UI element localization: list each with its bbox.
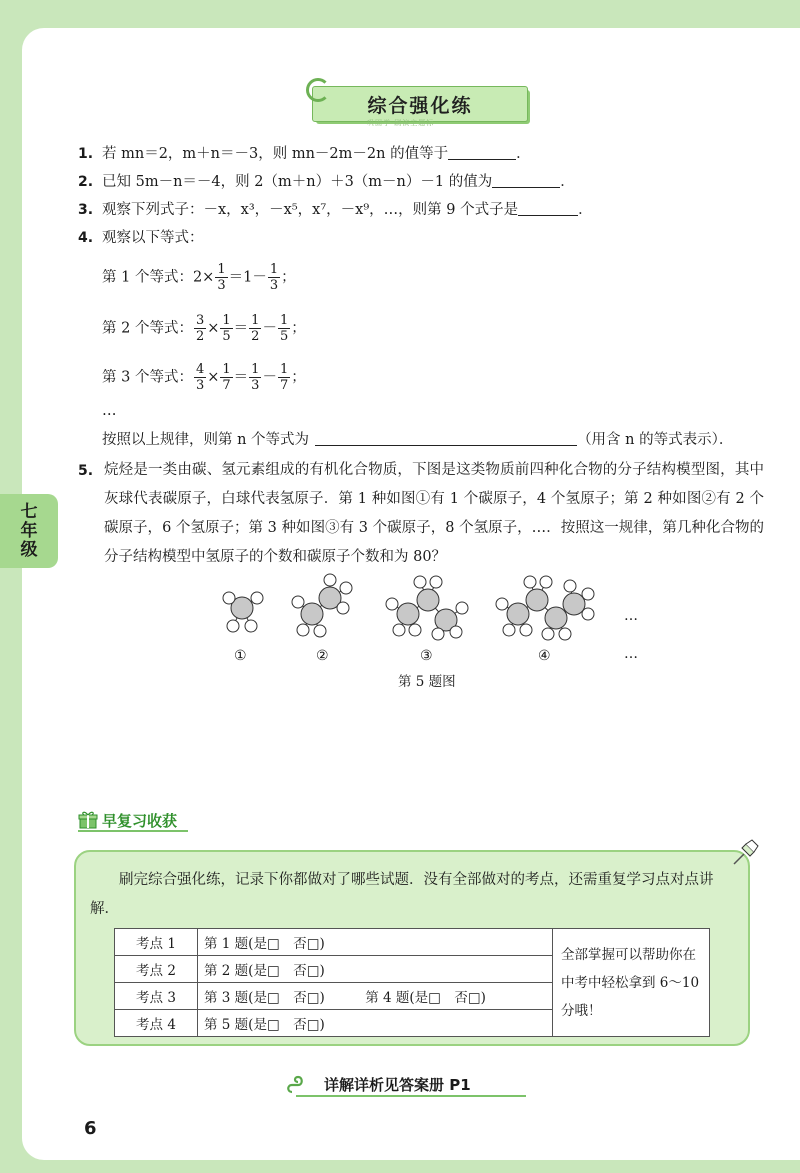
operator: － <box>262 320 277 337</box>
denominator: 2 <box>251 329 260 344</box>
question-end: ． <box>516 146 531 162</box>
numerator: 1 <box>269 262 279 277</box>
grade-tab <box>0 494 58 568</box>
hydrogen-atom <box>503 624 515 636</box>
hydrogen-atom <box>496 598 508 610</box>
denominator: 3 <box>217 278 226 293</box>
point-cell: 考点 1 <box>115 929 198 956</box>
numerator: 1 <box>217 262 226 277</box>
question-number: 1. <box>78 146 94 162</box>
molecule-2 <box>292 574 352 637</box>
items-cell: 第 1 题(是□ 否□) <box>198 929 553 956</box>
hydrogen-atom <box>324 574 336 586</box>
fraction <box>278 313 290 344</box>
operator: ＝ <box>233 320 249 337</box>
equation-label: 第 1 个等式：2× <box>102 269 215 286</box>
operator: ； <box>291 369 306 386</box>
numerator: 1 <box>222 313 231 328</box>
figure-label: ① <box>234 648 247 664</box>
numerator: 1 <box>279 313 289 328</box>
figure-caption: 第 5 题图 <box>398 674 456 690</box>
hydrogen-atom <box>520 624 532 636</box>
question-2 <box>102 171 575 193</box>
answer-blank <box>492 173 560 188</box>
operator: ； <box>291 320 306 337</box>
review-box <box>74 850 750 1046</box>
denominator: 2 <box>195 329 205 344</box>
denominator: 3 <box>195 378 205 393</box>
grade-tab-char: 年 <box>20 520 38 541</box>
clip-icon <box>286 1074 304 1094</box>
numerator: 1 <box>279 362 289 377</box>
heading-underline <box>78 830 188 832</box>
question-text: （用含 n 的等式表示）． <box>577 432 734 448</box>
hydrogen-atom <box>450 626 462 638</box>
equation-label: 第 2 个等式： <box>102 320 193 337</box>
page-number: 6 <box>84 1118 97 1139</box>
operator: × <box>207 369 220 386</box>
table-row <box>115 929 710 956</box>
curl-decoration-icon <box>306 78 330 102</box>
numerator: 1 <box>251 313 260 328</box>
denominator: 7 <box>279 378 289 393</box>
review-table <box>114 928 710 1037</box>
hydrogen-atom <box>414 576 426 588</box>
hydrogen-atom <box>393 624 405 636</box>
hydrogen-atom <box>456 602 468 614</box>
review-heading-text: 早复习收获 <box>102 812 178 830</box>
question-end: ． <box>560 174 575 190</box>
equation-part: ； <box>281 269 296 286</box>
answer-reference-text: 详解详析见答案册 P1 <box>324 1076 471 1094</box>
hydrogen-atom <box>564 580 576 592</box>
molecule-figure <box>200 568 660 644</box>
hydrogen-atom <box>314 625 326 637</box>
hydrogen-atom <box>223 592 235 604</box>
fraction <box>220 313 232 344</box>
question-number: 5. <box>78 463 94 479</box>
fraction <box>220 362 232 393</box>
point-cell: 考点 2 <box>115 956 198 983</box>
denominator: 3 <box>269 278 279 293</box>
question-1 <box>102 143 531 165</box>
equation-part: ＝1－ <box>228 269 267 286</box>
equation-3 <box>102 362 306 393</box>
hydrogen-atom <box>542 628 554 640</box>
hydrogen-atom <box>340 582 352 594</box>
molecule-4 <box>496 576 594 640</box>
numerator: 3 <box>195 313 205 328</box>
answer-blank <box>518 201 578 216</box>
equation-2 <box>102 313 306 344</box>
fraction <box>215 262 227 293</box>
figure-label: ③ <box>420 648 433 664</box>
hydrogen-atom <box>430 576 442 588</box>
items-cell: 第 3 题(是□ 否□) 第 4 题(是□ 否□) <box>198 983 553 1010</box>
section-title-banner <box>312 86 526 120</box>
hydrogen-atom <box>582 608 594 620</box>
answer-blank <box>448 145 516 160</box>
equation-label: 第 3 个等式： <box>102 369 193 386</box>
hydrogen-atom <box>582 588 594 600</box>
operator: × <box>207 320 220 337</box>
question-text: 已知 5m－n＝－4，则 2（m＋n）＋3（m－n）－1 的值为 <box>102 174 493 190</box>
answer-reference <box>286 1074 526 1096</box>
fraction <box>194 362 206 393</box>
question-3 <box>102 199 593 221</box>
hydrogen-atom <box>409 624 421 636</box>
question-text: 观察下列式子：－x，x³，－x⁵，x⁷，－x⁹，…，则第 9 个式子是 <box>102 202 519 218</box>
figure-ellipsis: … <box>624 646 638 662</box>
figure-label: ④ <box>538 648 551 664</box>
fraction <box>194 313 206 344</box>
hydrogen-atom <box>559 628 571 640</box>
gift-icon <box>78 810 98 830</box>
numerator: 1 <box>222 362 231 377</box>
question-4-intro: 观察以下等式： <box>102 230 204 246</box>
figure-ellipsis: … <box>624 608 638 624</box>
fraction <box>249 313 261 344</box>
answer-blank <box>315 431 577 446</box>
denominator: 5 <box>279 329 289 344</box>
carbon-atom <box>417 589 439 611</box>
hydrogen-atom <box>227 620 239 632</box>
numerator: 1 <box>251 362 260 377</box>
hydrogen-atom <box>524 576 536 588</box>
operator: ＝ <box>233 369 249 386</box>
denominator: 5 <box>222 329 231 344</box>
carbon-atom <box>563 593 585 615</box>
pushpin-icon <box>730 838 760 868</box>
molecule-3 <box>386 576 468 640</box>
molecule-1 <box>223 592 263 632</box>
hydrogen-atom <box>432 628 444 640</box>
question-text: 按照以上规律，则第 n 个等式为 <box>102 432 310 448</box>
fraction <box>278 362 290 393</box>
grade-tab-char: 级 <box>20 539 38 560</box>
question-end: ． <box>578 202 593 218</box>
carbon-atom <box>545 607 567 629</box>
question-text: 若 mn＝2，m＋n＝－3，则 mn－2m－2n 的值等于 <box>102 146 449 162</box>
figure-label: ② <box>316 648 329 664</box>
point-cell: 考点 3 <box>115 983 198 1010</box>
grade-tab-char: 七 <box>20 501 38 522</box>
operator: － <box>262 369 277 386</box>
question-number: 2. <box>78 174 94 190</box>
hydrogen-atom <box>292 596 304 608</box>
section-title: 综合强化练 <box>312 86 528 122</box>
fraction <box>249 362 261 393</box>
fraction <box>268 262 280 293</box>
hydrogen-atom <box>540 576 552 588</box>
items-cell: 第 5 题(是□ 否□) <box>198 1010 553 1037</box>
question-number: 4. <box>78 230 94 246</box>
question-5-text: 烷烃是一类由碳、氢元素组成的有机化合物质，下图是这类物质前四种化合物的分子结构模型图，其中灰球代表碳原子，白球代表氢原子．第 1 种如图①有 1 个碳原子，4 个氢原子；第 2 种如图②有 2 个碳原子，6 个氢原子；第 3 种如图③有 3 个碳原子，8 个氢原子，…．按照这一规律，第几种化合物的分子结构模型中氢原子的个数和碳原子个数和为 80？ <box>104 462 764 565</box>
question-4-conclusion <box>102 429 733 451</box>
equation-1 <box>102 262 296 293</box>
denominator: 3 <box>251 378 260 393</box>
carbon-atom <box>301 603 323 625</box>
point-cell: 考点 4 <box>115 1010 198 1037</box>
hydrogen-atom <box>251 592 263 604</box>
review-intro: 刷完综合强化练，记录下你都做对了哪些试题．没有全部做对的考点，还需重复学习点对点讲解． <box>90 872 714 917</box>
hydrogen-atom <box>297 624 309 636</box>
denominator: 7 <box>222 378 231 393</box>
ellipsis: … <box>102 403 117 419</box>
section-subtitle: 巩固学·刷演主题标 <box>367 119 435 127</box>
hydrogen-atom <box>245 620 257 632</box>
numerator: 4 <box>195 362 205 377</box>
question-number: 3. <box>78 202 94 218</box>
carbon-atom <box>397 603 419 625</box>
hydrogen-atom <box>337 602 349 614</box>
mastery-note: 全部掌握可以帮助你在中考中轻松拿到 6～10 分哦！ <box>553 929 710 1037</box>
footer-underline <box>296 1095 526 1097</box>
items-cell: 第 2 题(是□ 否□) <box>198 956 553 983</box>
hydrogen-atom <box>386 598 398 610</box>
carbon-atom <box>507 603 529 625</box>
carbon-atom <box>526 589 548 611</box>
